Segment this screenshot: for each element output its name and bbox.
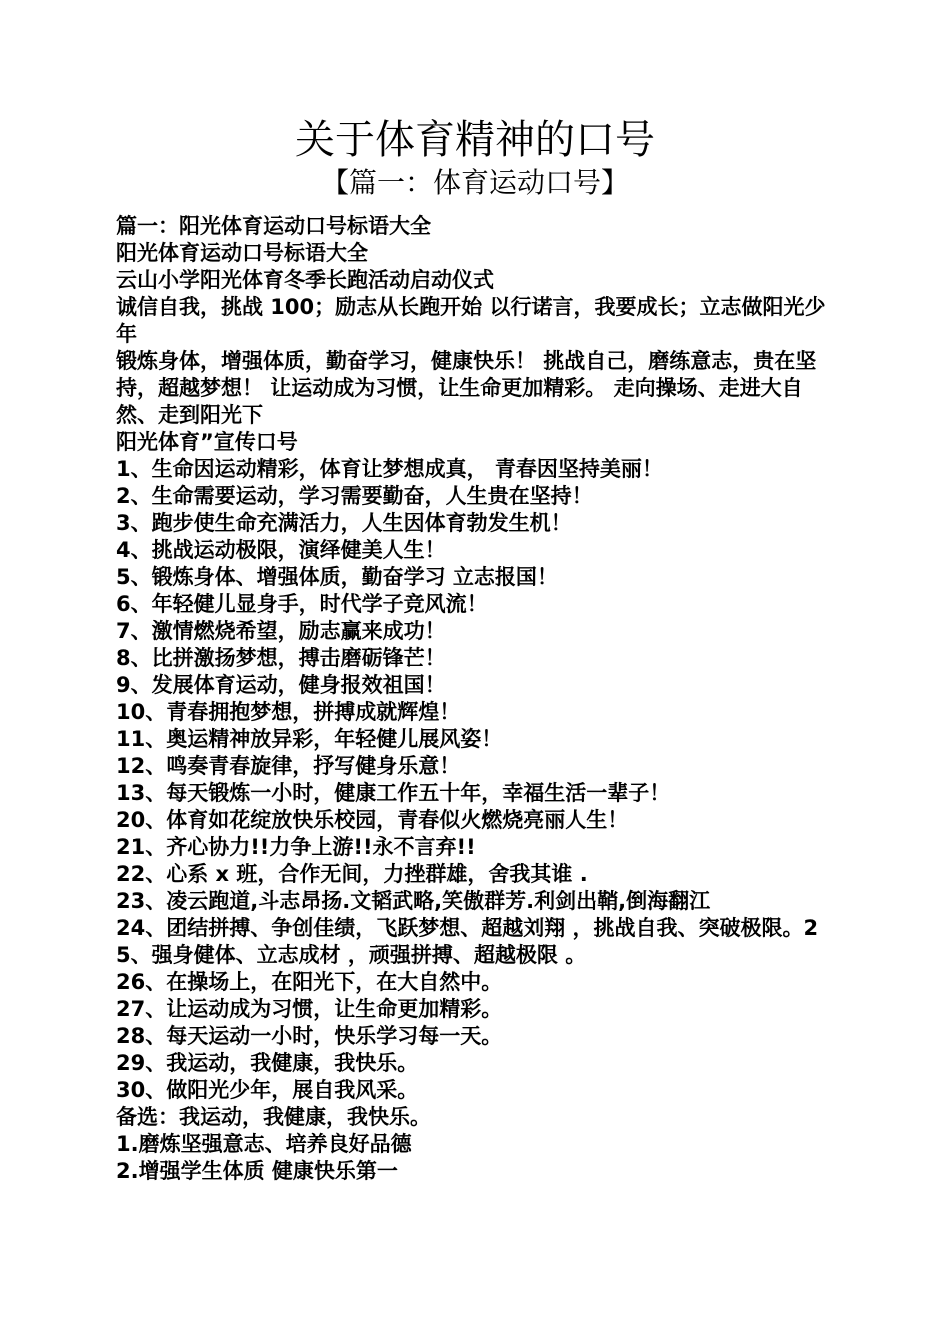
text-line: 27、让运动成为习惯，让生命更加精彩。 [116,997,503,1021]
text-line: 11、奥运精神放异彩，年轻健儿展风姿！ [116,727,503,751]
text-line: 20、体育如花绽放快乐校园，青春似火燃烧亮丽人生！ [116,808,629,832]
text-line: 8、比拼激扬梦想，搏击磨砺锋芒！ [116,646,446,670]
text-line: 26、在操场上，在阳光下，在大自然中。 [116,970,503,994]
text-line: 29、我运动，我健康，我快乐。 [116,1051,419,1075]
text-line: 7、激情燃烧希望，励志赢来成功！ [116,619,446,643]
text-line: 12、鸣奏青春旋律，抒写健身乐意！ [116,754,461,778]
text-line: 备选：我运动，我健康，我快乐。 [116,1105,431,1129]
text-line: 诚信自我，挑战 100；励志从长跑开始 以行诺言，我要成长；立志做阳光少年 [116,295,826,346]
text-line: 28、每天运动一小时，快乐学习每一天。 [116,1024,503,1048]
text-line: 22、心系 x 班，合作无间，力挫群雄，舍我其谁 . [116,862,588,886]
text-line: 5、锻炼身体、增强体质，勤奋学习 立志报国！ [116,565,558,589]
text-line: 阳光体育运动口号标语大全 [116,241,368,265]
text-line: 阳光体育”宣传口号 [116,430,298,454]
text-line: 13、每天锻炼一小时，健康工作五十年，幸福生活一辈子！ [116,781,671,805]
document-title: 关于体育精神的口号 [295,117,655,163]
text-line: 锻炼身体，增强体质，勤奋学习，健康快乐！ 挑战自己，磨练意志，贵在坚持，超越梦想！ 让运动成为习惯，让生命更加精彩。 走向操场、走进大自然、走到阳光下 [116,349,817,427]
text-line: 2.增强学生体质 健康快乐第一 [116,1159,398,1183]
document-body [116,213,836,1185]
text-line: 云山小学阳光体育冬季长跑活动启动仪式 [116,268,494,292]
text-line: 24、团结拼搏、争创佳绩，飞跃梦想、超越刘翔 ，挑战自我、突破极限。25、强身健体、立志成材 ，顽强拼搏、超越极限 。 [116,916,819,967]
text-line: 21、齐心协力!!力争上游!!永不言弃!! [116,835,476,859]
text-line: 篇一：阳光体育运动口号标语大全 [116,214,431,238]
text-line: 30、做阳光少年，展自我风采。 [116,1078,419,1102]
text-line: 6、年轻健儿显身手，时代学子竞风流！ [116,592,488,616]
text-line: 2、生命需要运动，学习需要勤奋，人生贵在坚持！ [116,484,593,508]
text-line: 10、青春拥抱梦想，拼搏成就辉煌！ [116,700,461,724]
text-line: 4、挑战运动极限，演绎健美人生！ [116,538,446,562]
text-line: 9、发展体育运动，健身报效祖国！ [116,673,446,697]
text-line: 1.磨炼坚强意志、培养良好品德 [116,1132,412,1156]
text-line: 23、凌云跑道,斗志昂扬.文韬武略,笑傲群芳.利剑出鞘,倒海翻江 [116,889,711,913]
text-line: 1、生命因运动精彩，体育让梦想成真， 青春因坚持美丽！ [116,457,663,481]
text-line: 3、跑步使生命充满活力，人生因体育勃发生机！ [116,511,572,535]
document-subtitle: 【篇一：体育运动口号】 [320,166,629,199]
